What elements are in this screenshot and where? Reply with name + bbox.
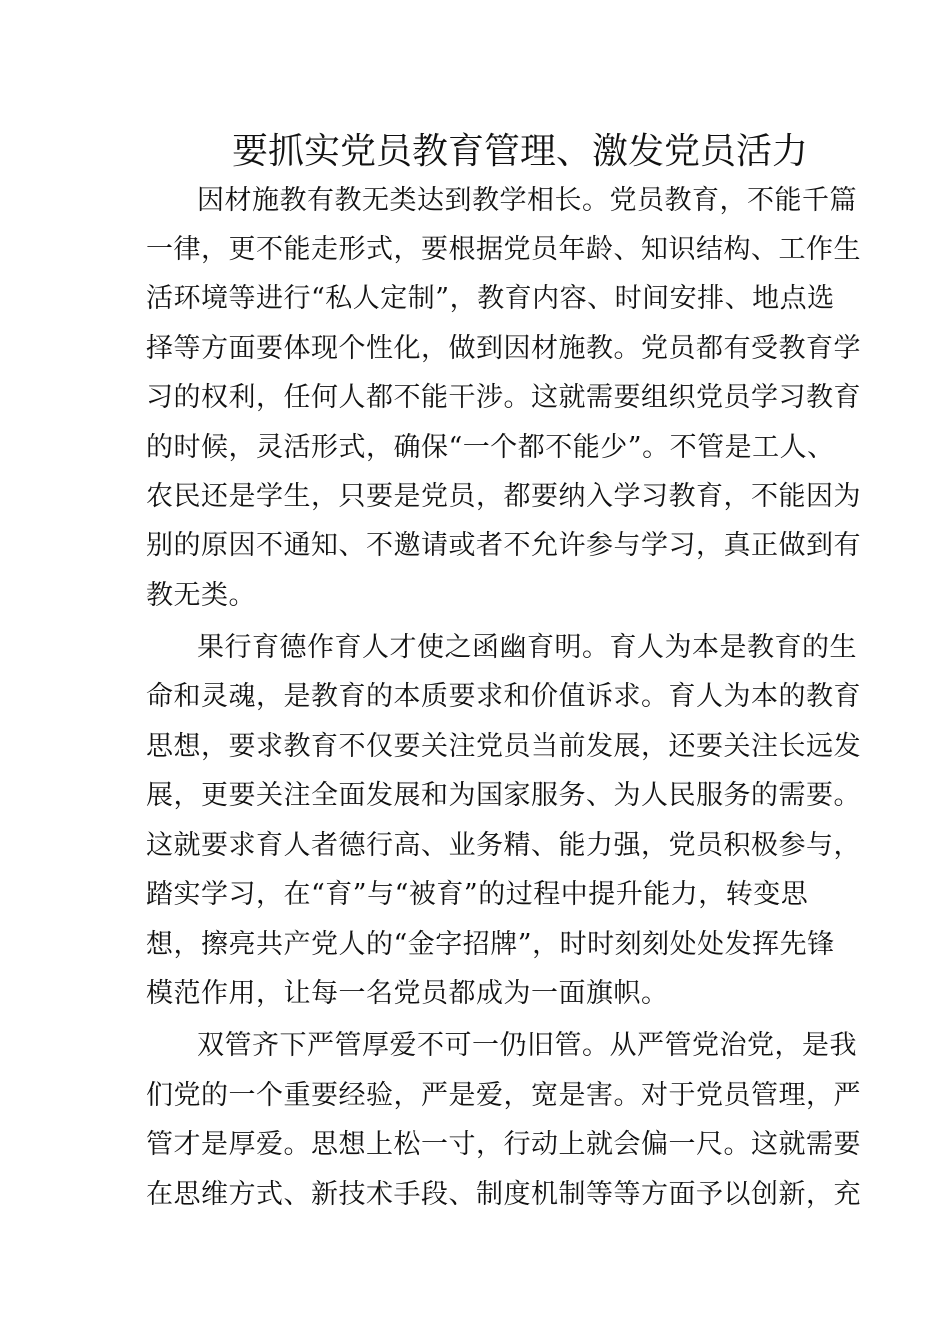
paragraph-1-line-6: 的时候，灵活形式，确保“一个都不能少”。不管是工人、 [146,432,835,463]
paragraph-1-line-2: 一律，更不能走形式，要根据党员年龄、知识结构、工作生 [146,234,861,265]
paragraph-1-line-5: 习的权利，任何人都不能干涉。这就需要组织党员学习教育 [146,382,861,413]
paragraph-1-line-7: 农民还是学生，只要是党员，都要纳入学习教育，不能因为 [146,481,861,512]
paragraph-2-line-2: 命和灵魂，是教育的本质要求和价值诉求。育人为本的教育 [146,681,861,712]
paragraph-1-line-9: 教无类。 [146,580,256,611]
paragraph-2-line-8: 模范作用，让每一名党员都成为一面旗帜。 [146,978,669,1009]
paragraph-1-line-1: 因材施教有教无类达到教学相长。党员教育，不能千篇 [197,185,857,216]
paragraph-2-line-5: 这就要求育人者德行高、业务精、能力强，党员积极参与， [146,830,861,861]
paragraph-2-line-3: 思想，要求教育不仅要关注党员当前发展，还要关注长远发 [146,731,861,762]
paragraph-3-line-2: 们党的一个重要经验，严是爱，宽是害。对于党员管理，严 [146,1080,861,1111]
paragraph-1-line-4: 择等方面要体现个性化，做到因材施教。党员都有受教育学 [146,333,861,364]
paragraph-2-line-6: 踏实学习，在“育”与“被育”的过程中提升能力，转变思 [146,879,809,910]
paragraph-2-line-7: 想，擦亮共产党人的“金字招牌”，时时刻刻处处发挥先锋 [146,929,835,960]
paragraph-1-line-8: 别的原因不通知、不邀请或者不允许参与学习，真正做到有 [146,530,861,561]
paragraph-2-line-1: 果行育德作育人才使之函幽育明。育人为本是教育的生 [197,632,857,663]
paragraph-3-line-3: 管才是厚爱。思想上松一寸，行动上就会偏一尺。这就需要 [146,1129,861,1160]
paragraph-1-line-3: 活环境等进行“私人定制”，教育内容、时间安排、地点选 [146,283,835,314]
paragraph-3-line-4: 在思维方式、新技术手段、制度机制等等方面予以创新，充 [146,1179,861,1210]
paragraph-2-line-4: 展，更要关注全面发展和为国家服务、为人民服务的需要。 [146,780,861,811]
document-title: 要抓实党员教育管理、激发党员活力 [232,131,809,172]
paragraph-3-line-1: 双管齐下严管厚爱不可一仍旧管。从严管党治党，是我 [197,1030,857,1061]
